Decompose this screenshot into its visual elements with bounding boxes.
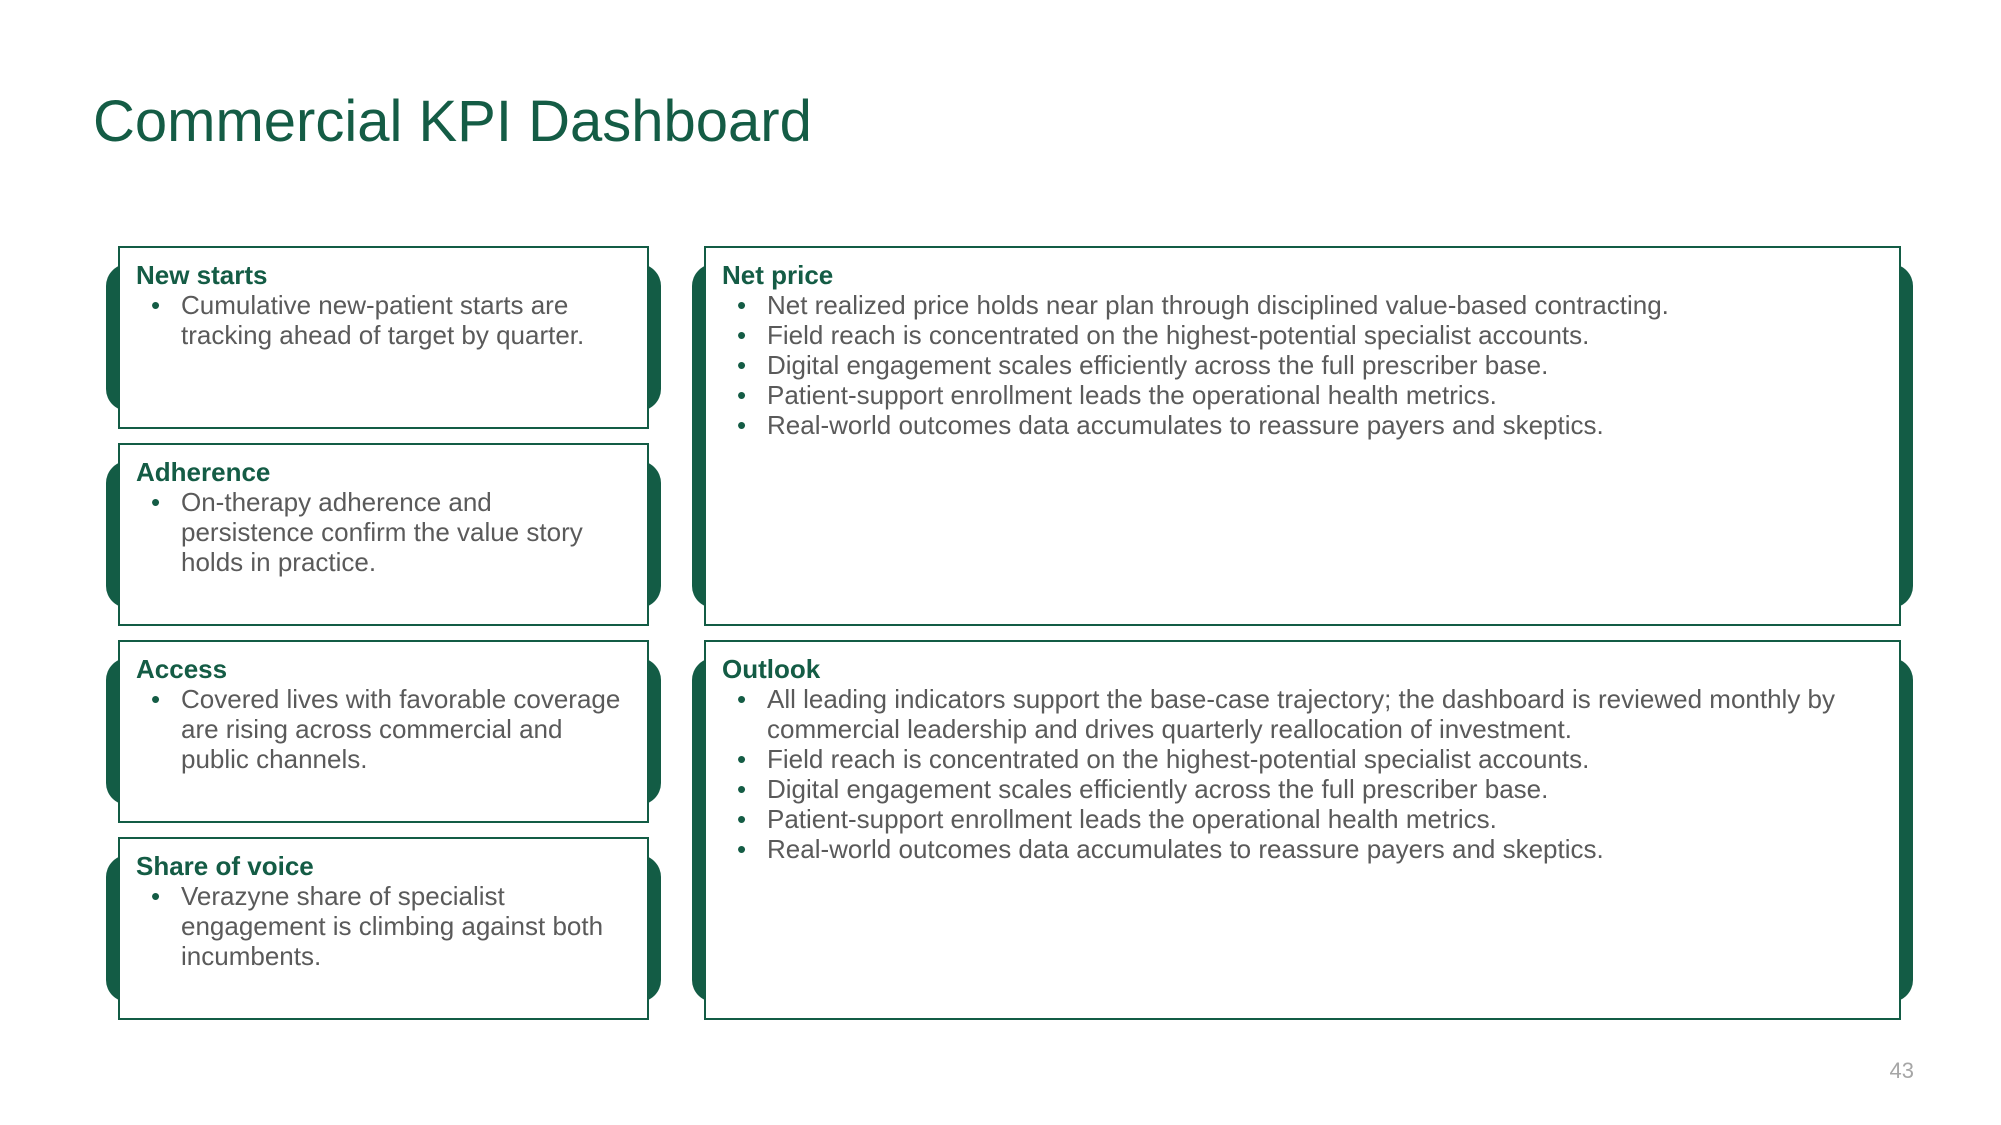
card-title: Access [136, 654, 228, 684]
page-number: 43 [1889, 1058, 1914, 1083]
card-body [704, 640, 1901, 1020]
card-adherence [118, 443, 649, 626]
bullet-list [136, 487, 629, 577]
bullet-item: • Cumulative new-patient starts are tracking ahead of target by quarter. [136, 290, 629, 350]
card-share-of-voice [118, 837, 649, 1020]
bullet-list [722, 290, 1881, 440]
card-net-price [704, 246, 1901, 626]
bullet-list [136, 881, 629, 971]
bullet-item: • Digital engagement scales efficiently across the full prescriber base. [722, 774, 1881, 804]
card-new-starts [118, 246, 649, 429]
card-body [704, 246, 1901, 626]
bullet-item: • Verazyne share of specialist engagement is climbing against both incumbents. [136, 881, 629, 971]
bullet-item: • On-therapy adherence and persistence confirm the value story holds in practice. [136, 487, 629, 577]
bullet-list [722, 684, 1881, 864]
bullet-item: • Digital engagement scales efficiently across the full prescriber base. [722, 350, 1881, 380]
card-access [118, 640, 649, 823]
page-title: Commercial KPI Dashboard [93, 89, 812, 154]
card-title: Adherence [136, 457, 271, 487]
card-title: Share of voice [136, 851, 314, 881]
card-body [118, 837, 649, 1020]
card-title: New starts [136, 260, 268, 290]
bullet-item: • Field reach is concentrated on the highest-potential specialist accounts. [722, 744, 1881, 774]
card-title: Net price [722, 260, 834, 290]
bullet-list [136, 684, 629, 774]
bullet-item: • All leading indicators support the base-case trajectory; the dashboard is reviewed monthly by commercial leadership and drives quarterly reallocation of investment. [722, 684, 1881, 744]
bullet-item: • Real-world outcomes data accumulates to reassure payers and skeptics. [722, 834, 1881, 864]
card-body [118, 640, 649, 823]
bullet-item: • Covered lives with favorable coverage are rising across commercial and public channels. [136, 684, 629, 774]
card-title: Outlook [722, 654, 821, 684]
bullet-item: • Field reach is concentrated on the highest-potential specialist accounts. [722, 320, 1881, 350]
bullet-item: • Patient-support enrollment leads the operational health metrics. [722, 380, 1881, 410]
bullet-list [136, 290, 629, 350]
card-body [118, 443, 649, 626]
card-body [118, 246, 649, 429]
bullet-item: • Real-world outcomes data accumulates to reassure payers and skeptics. [722, 410, 1881, 440]
bullet-item: • Patient-support enrollment leads the operational health metrics. [722, 804, 1881, 834]
bullet-item: • Net realized price holds near plan through disciplined value-based contracting. [722, 290, 1881, 320]
card-outlook [704, 640, 1901, 1020]
